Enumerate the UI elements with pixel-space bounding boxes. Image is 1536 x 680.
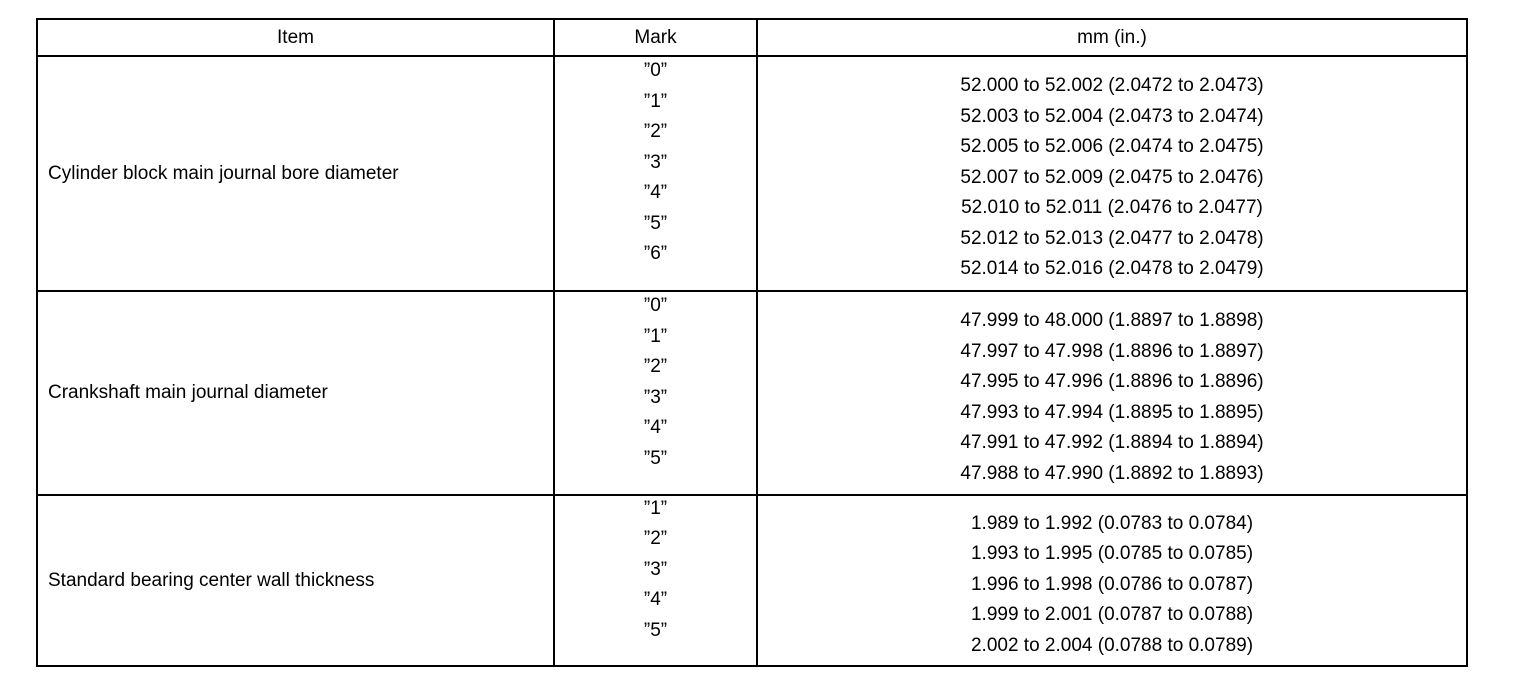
mark-value: ”3”: [643, 558, 668, 580]
range-value: 52.000 to 52.002 (2.0472 to 2.0473): [960, 75, 1264, 97]
range-value: 52.014 to 52.016 (2.0478 to 2.0479): [960, 258, 1264, 280]
range-value: 47.999 to 48.000 (1.8897 to 1.8898): [960, 310, 1264, 331]
header-row: [37, 19, 1467, 56]
range-value: 1.993 to 1.995 (0.0785 to 0.0785): [970, 543, 1254, 565]
range-value: 2.002 to 2.004 (0.0788 to 0.0789): [970, 634, 1254, 656]
range-value: 52.010 to 52.011 (2.0476 to 2.0477): [961, 197, 1263, 219]
header-item: Item: [37, 19, 554, 56]
header-mm: mm (in.): [757, 19, 1467, 56]
header-mark: Mark: [554, 19, 757, 56]
item-cell: Standard bearing center wall thickness: [37, 495, 554, 666]
mark-value: ”0”: [643, 60, 668, 82]
mark-value: ”1”: [643, 90, 668, 112]
value-cell: [757, 291, 1467, 495]
table-row: [37, 291, 1467, 495]
table-row: [37, 495, 1467, 666]
range-value: 1.999 to 2.001 (0.0787 to 0.0788): [970, 604, 1254, 626]
value-cell: [757, 495, 1467, 666]
range-value: 47.993 to 47.994 (1.8895 to 1.8895): [960, 401, 1264, 423]
mark-value: ”2”: [643, 356, 668, 377]
mark-value: ”4”: [643, 589, 668, 611]
mark-value: ”0”: [643, 295, 668, 316]
range-value: 47.997 to 47.998 (1.8896 to 1.8897): [960, 340, 1264, 362]
mark-value: ”6”: [643, 243, 668, 265]
mark-value: ”4”: [643, 182, 668, 204]
mark-value: ”1”: [643, 497, 668, 519]
range-value: 1.989 to 1.992 (0.0783 to 0.0784): [970, 512, 1254, 534]
mark-value: ”4”: [643, 417, 668, 438]
value-list: [758, 500, 1466, 662]
mark-value: ”2”: [643, 121, 668, 143]
mark-cell: [554, 56, 757, 291]
mark-list: [555, 62, 756, 285]
range-value: 52.007 to 52.009 (2.0475 to 2.0476): [960, 166, 1264, 188]
range-value: 52.012 to 52.013 (2.0477 to 2.0478): [960, 227, 1264, 249]
range-value: 52.005 to 52.006 (2.0474 to 2.0475): [960, 136, 1264, 158]
mark-list: [555, 297, 756, 489]
range-value: 47.991 to 47.992 (1.8894 to 1.8894): [960, 432, 1264, 453]
value-list: [758, 62, 1466, 285]
mark-value: ”5”: [643, 212, 668, 234]
table-row: [37, 56, 1467, 291]
item-cell: Crankshaft main journal diameter: [37, 291, 554, 495]
mark-value: ”3”: [643, 386, 668, 408]
spec-table: [36, 18, 1468, 667]
range-value: 52.003 to 52.004 (2.0473 to 2.0474): [960, 105, 1264, 127]
mark-value: ”3”: [643, 151, 668, 173]
mark-list: [555, 497, 756, 662]
value-list: [758, 297, 1466, 489]
table-body: [37, 56, 1467, 666]
mark-value: ”5”: [643, 447, 668, 469]
range-value: 47.995 to 47.996 (1.8896 to 1.8896): [960, 371, 1264, 392]
range-value: 1.996 to 1.998 (0.0786 to 0.0787): [970, 573, 1254, 595]
item-cell: Cylinder block main journal bore diameter: [37, 56, 554, 291]
range-value: 47.988 to 47.990 (1.8892 to 1.8893): [960, 462, 1264, 484]
mark-cell: [554, 291, 757, 495]
mark-value: ”5”: [643, 619, 668, 641]
mark-cell: [554, 495, 757, 666]
mark-value: ”1”: [643, 325, 668, 347]
mark-value: ”2”: [643, 528, 668, 550]
value-cell: [757, 56, 1467, 291]
